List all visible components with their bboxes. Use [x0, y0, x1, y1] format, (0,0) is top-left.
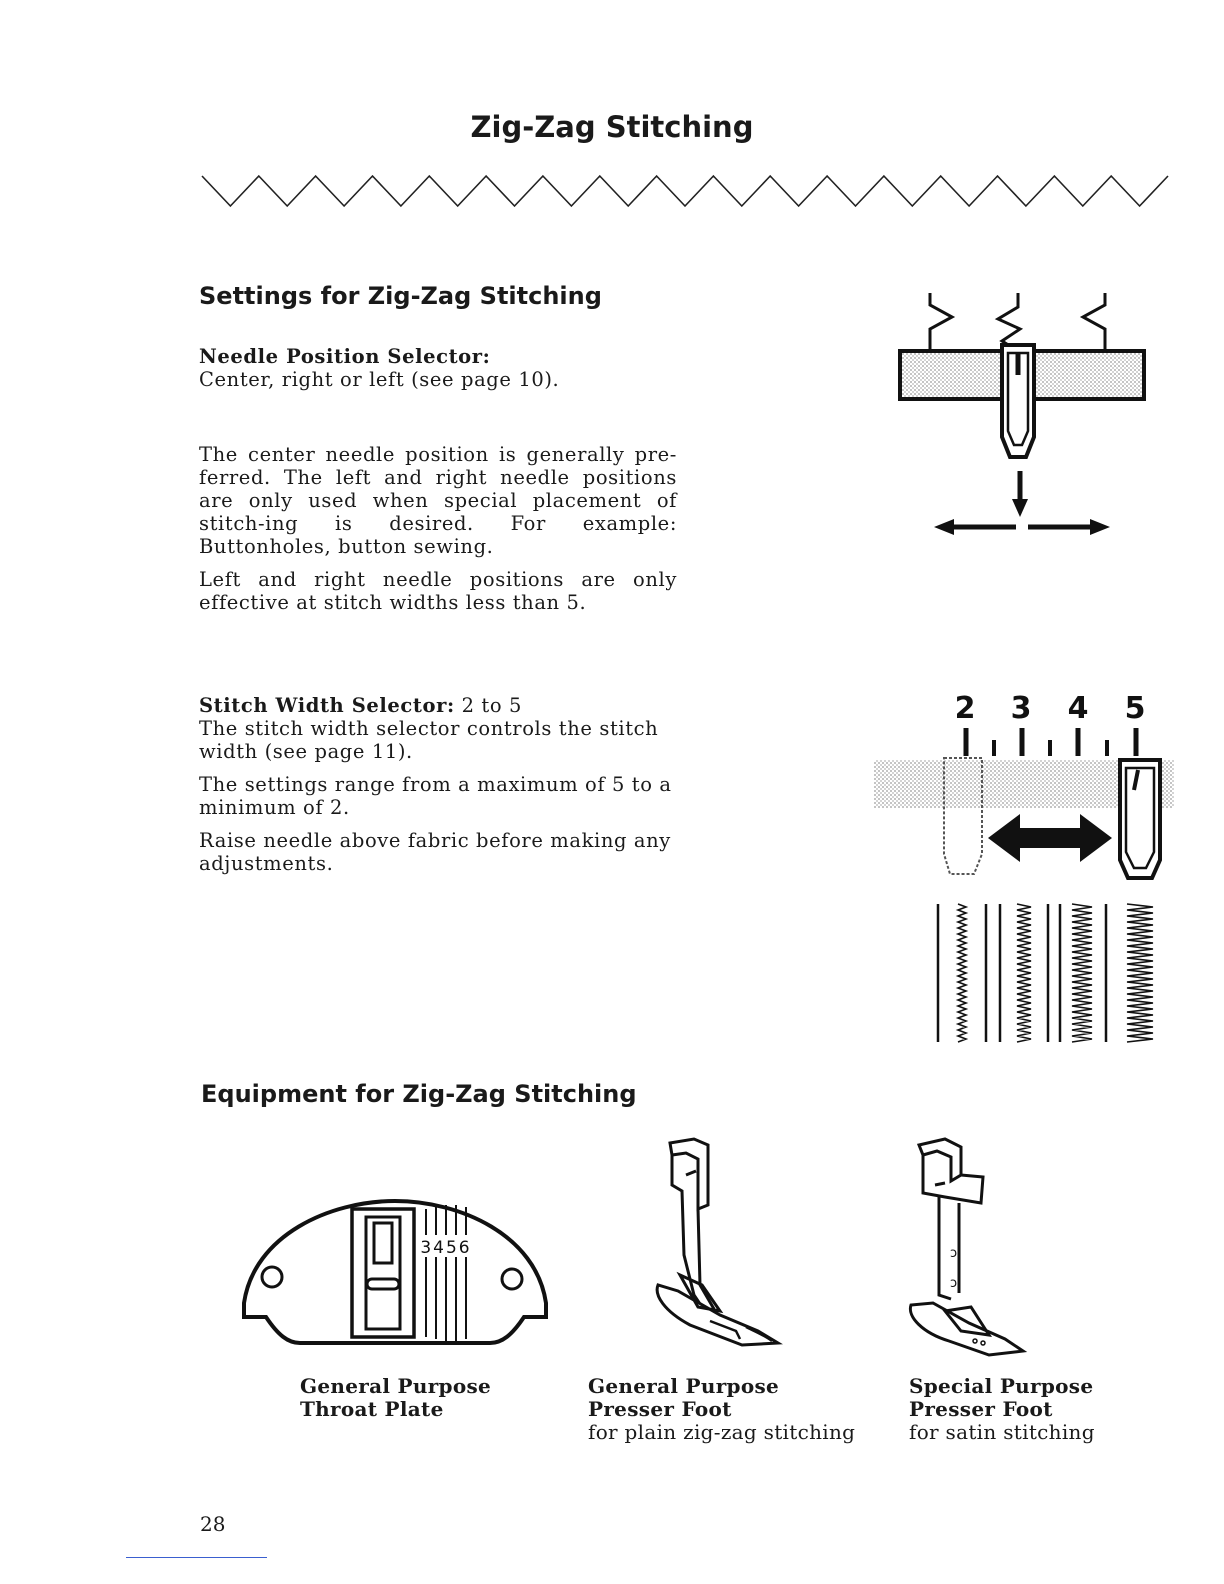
needle-position-paragraph: Left and right needle positions are only effective at stitch widths less than 5. [199, 568, 677, 614]
needle-position-diagram [890, 285, 1150, 545]
stitch-width-label: Stitch Width Selector: [199, 694, 455, 717]
needle-position-section [199, 345, 679, 391]
page-title: Zig-Zag Stitching [470, 110, 754, 144]
caption-title: Throat Plate [300, 1397, 444, 1421]
svg-text:ɔ: ɔ [950, 1246, 958, 1261]
caption-title: Presser Foot [909, 1397, 1053, 1421]
stitch-width-value: 2 to 5 [461, 694, 522, 717]
stitch-sample [1127, 904, 1153, 1042]
general-foot-caption [588, 1375, 855, 1444]
throat-plate-illustration [240, 1195, 550, 1360]
special-foot-caption [909, 1375, 1095, 1444]
equipment-heading: Equipment for Zig-Zag Stitching [201, 1080, 637, 1108]
caption-note: for plain zig-zag stitching [588, 1420, 856, 1444]
throat-plate-caption [300, 1375, 491, 1421]
throat-plate-numbers: 3456 [420, 1238, 472, 1258]
needle-position-paragraph: The center needle position is generally pre-ferred. The left and right needle positions are only used when special placement of stitch-ing is desired. For example: Buttonholes, button sewing. [199, 443, 677, 558]
page-number: 28 [200, 1512, 226, 1536]
stitch-width-diagram [870, 690, 1180, 1050]
dial-number: 4 [1067, 691, 1089, 726]
footer-rule [126, 1557, 267, 1558]
stitch-sample [958, 904, 966, 1042]
stitch-width-paragraph: The settings range from a maximum of 5 to a minimum of 2. [199, 773, 672, 819]
caption-title: Presser Foot [588, 1397, 732, 1421]
caption-title: Special Purpose [909, 1374, 1094, 1398]
stitch-sample [1072, 904, 1092, 1042]
stitch-width-paragraph: Raise needle above fabric before making any adjustments. [199, 829, 671, 875]
needle-position-value: Center, right or left (see page 10). [199, 368, 560, 391]
dial-number: 2 [954, 691, 976, 726]
stitch-width-paragraph: The stitch width selector controls the stitch width (see page 11). [199, 717, 659, 763]
stitch-sample [1017, 904, 1031, 1042]
needle-position-label: Needle Position Selector: [199, 345, 491, 368]
dial-number: 5 [1124, 691, 1146, 726]
general-purpose-foot-illustration [650, 1135, 790, 1355]
caption-title: General Purpose [588, 1374, 780, 1398]
caption-note: for satin stitching [909, 1420, 1095, 1444]
svg-text:ɔ: ɔ [950, 1276, 958, 1291]
settings-heading: Settings for Zig-Zag Stitching [199, 282, 602, 310]
zigzag-decoration [0, 0, 1224, 260]
stitch-width-heading-line [199, 694, 679, 717]
special-purpose-foot-illustration [905, 1135, 1045, 1365]
needle-position-notes [199, 443, 677, 624]
caption-title: General Purpose [300, 1374, 492, 1398]
dial-number: 3 [1010, 691, 1032, 726]
stitch-width-section [199, 694, 679, 885]
